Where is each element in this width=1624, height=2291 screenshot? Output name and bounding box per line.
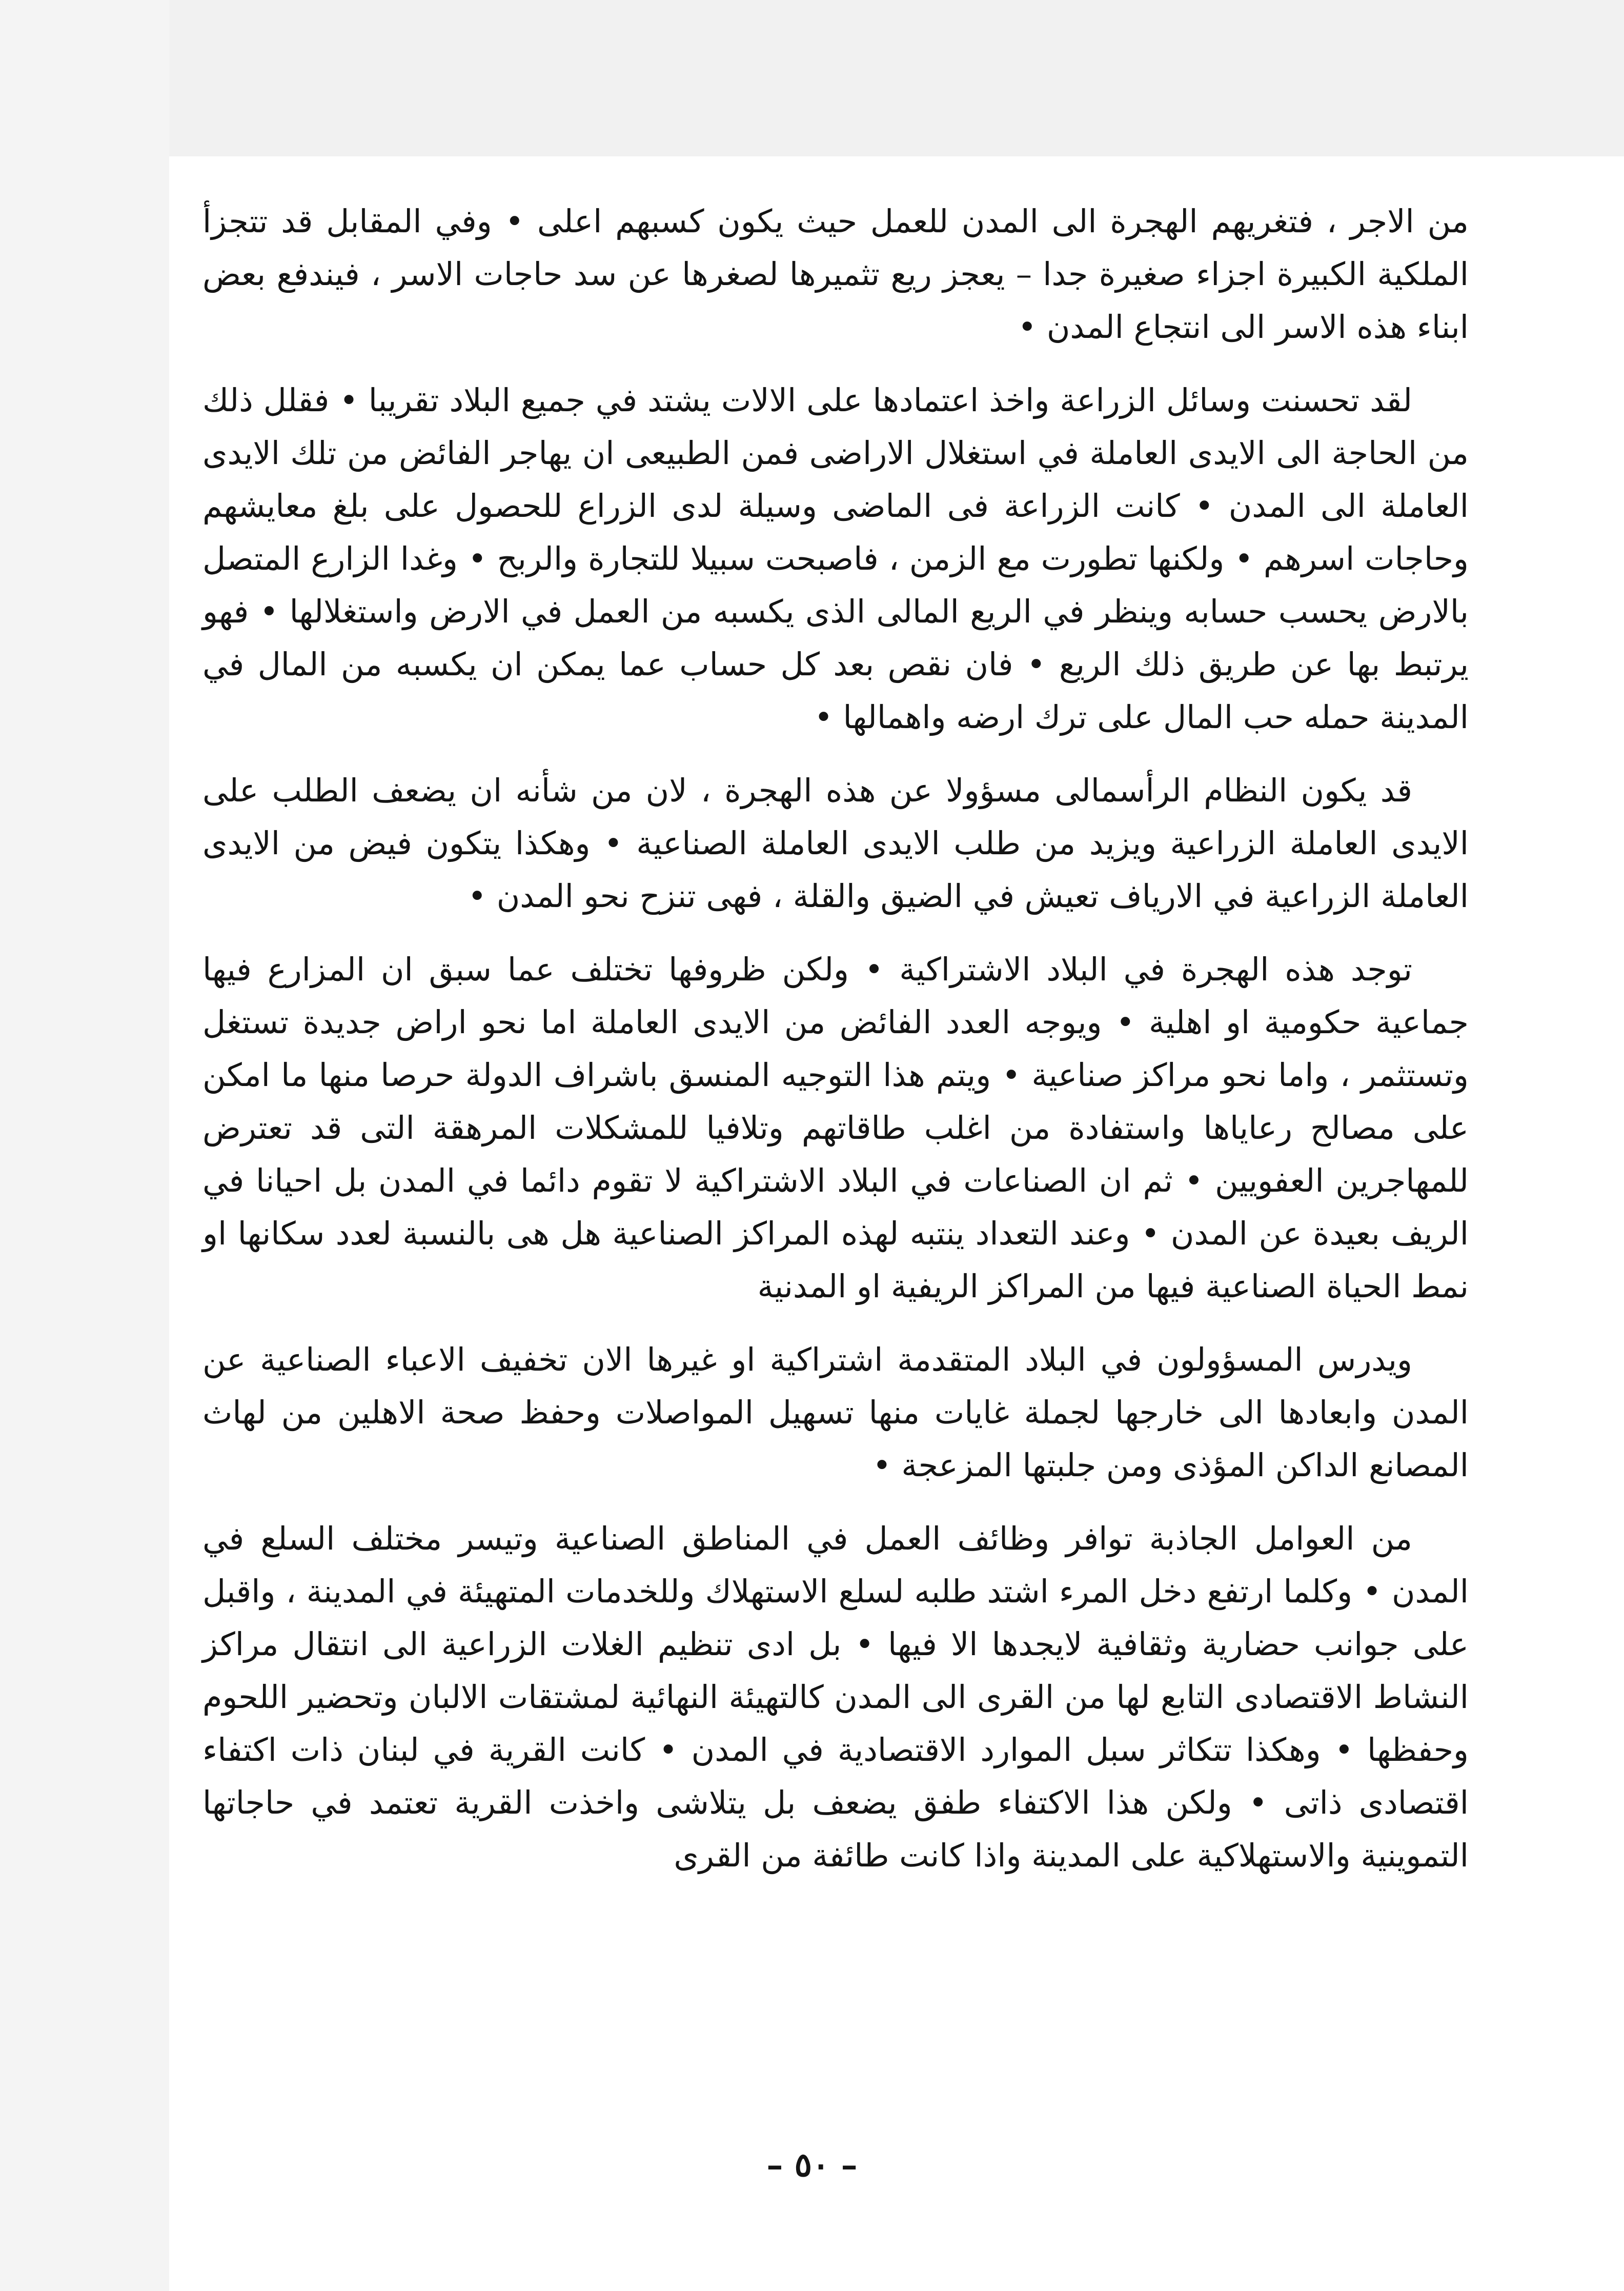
paragraph: لقد تحسنت وسائل الزراعة واخذ اعتمادها على الالات يشتد في جميع البلاد تقريبا • فقلل ذلك من الحاجة الى الايدى العاملة في استغلال الاراضى فمن الطبيعى ان يهاجر الفائض من تلك الايدى العاملة الى المدن • كانت الزراعة فى الماضى وسيلة لدى الزراع للحصول على بلغ معايشهم وحاجات اسرهم • ولكنها تطورت مع الزمن ، فاصبحت سبيلا للتجارة والربح • وغدا الزارع المتصل بالارض يحسب حسابه وينظر في الريع المالى الذى يكسبه من العمل في الارض واستغلالها • فهو يرتبط بها عن طريق ذلك الريع • فان نقص بعد كل حساب عما يمكن ان يكسبه من المال في المدينة حمله حب المال على ترك ارضه واهمالها • xyxy=(202,381,1469,736)
page-body xyxy=(202,195,1469,1902)
paragraph: من الاجر ، فتغريهم الهجرة الى المدن للعمل حيث يكون كسبهم اعلى • وفي المقابل قد تتجزأ الملكية الكبيرة اجزاء صغيرة جدا – يعجز ريع تثميرها لصغرها عن سد حاجات الاسر ، فيندفع بعض ابناء هذه الاسر الى انتجاع المدن • xyxy=(202,203,1469,346)
paragraph: من العوامل الجاذبة توافر وظائف العمل في المناطق الصناعية وتيسر مختلف السلع في المدن • وكلما ارتفع دخل المرء اشتد طلبه لسلع الاستهلاك وللخدمات المتهيئة في المدينة ، واقبل على جوانب حضارية وثقافية لايجدها الا فيها • بل ادى تنظيم الغلات الزراعية الى انتقال مراكز النشاط الاقتصادى التابع لها من القرى الى المدن كالتهيئة النهائية لمشتقات الالبان وتحضير اللحوم وحفظها • وهكذا تتكاثر سبل الموارد الاقتصادية في المدن • كانت القرية في لبنان ذات اكتفاء اقتصادى ذاتى • ولكن هذا الاكتفاء طفق يضعف بل يتلاشى واخذت القرية تعتمد في حاجاتها التموينية والاستهلاكية على المدينة واذا كانت طائفة من القرى xyxy=(202,1520,1469,1874)
paragraph: ويدرس المسؤولون في البلاد المتقدمة اشتراكية او غيرها الان تخفيف الاعباء الصناعية عن المدن وابعادها الى خارجها لجملة غايات منها تسهيل المواصلات وحفظ صحة الاهلين من لهاث المصانع الداكن المؤذى ومن جلبتها المزعجة • xyxy=(202,1341,1469,1484)
paragraph: قد يكون النظام الرأسمالى مسؤولا عن هذه الهجرة ، لان من شأنه ان يضعف الطلب على الايدى العاملة الزراعية ويزيد من طلب الايدى العاملة الصناعية • وهكذا يتكون فيض من الايدى العاملة الزراعية في الارياف تعيش في الضيق والقلة ، فهى تنزح نحو المدن • xyxy=(202,772,1469,915)
page-number: – ٥٠ – xyxy=(766,2146,858,2184)
scan-left-margin xyxy=(0,0,169,2291)
scan-top-margin xyxy=(0,0,1624,156)
paragraph: توجد هذه الهجرة في البلاد الاشتراكية • ولكن ظروفها تختلف عما سبق ان المزارع فيها جماعية حكومية او اهلية • ويوجه العدد الفائض من الايدى العاملة اما نحو اراض جديدة تستغل وتستثمر ، واما نحو مراكز صناعية • ويتم هذا التوجيه المنسق باشراف الدولة حرصا منها ما امكن على مصالح رعاياها واستفادة من اغلب طاقاتهم وتلافيا للمشكلات المرهقة التى قد تعترض للمهاجرين العفويين • ثم ان الصناعات في البلاد الاشتراكية لا تقوم دائما في المدن بل احيانا في الريف بعيدة عن المدن • وعند التعداد ينتبه لهذه المراكز الصناعية هل هى بالنسبة لعدد سكانها او نمط الحياة الصناعية فيها من المراكز الريفية او المدنية xyxy=(202,951,1469,1305)
